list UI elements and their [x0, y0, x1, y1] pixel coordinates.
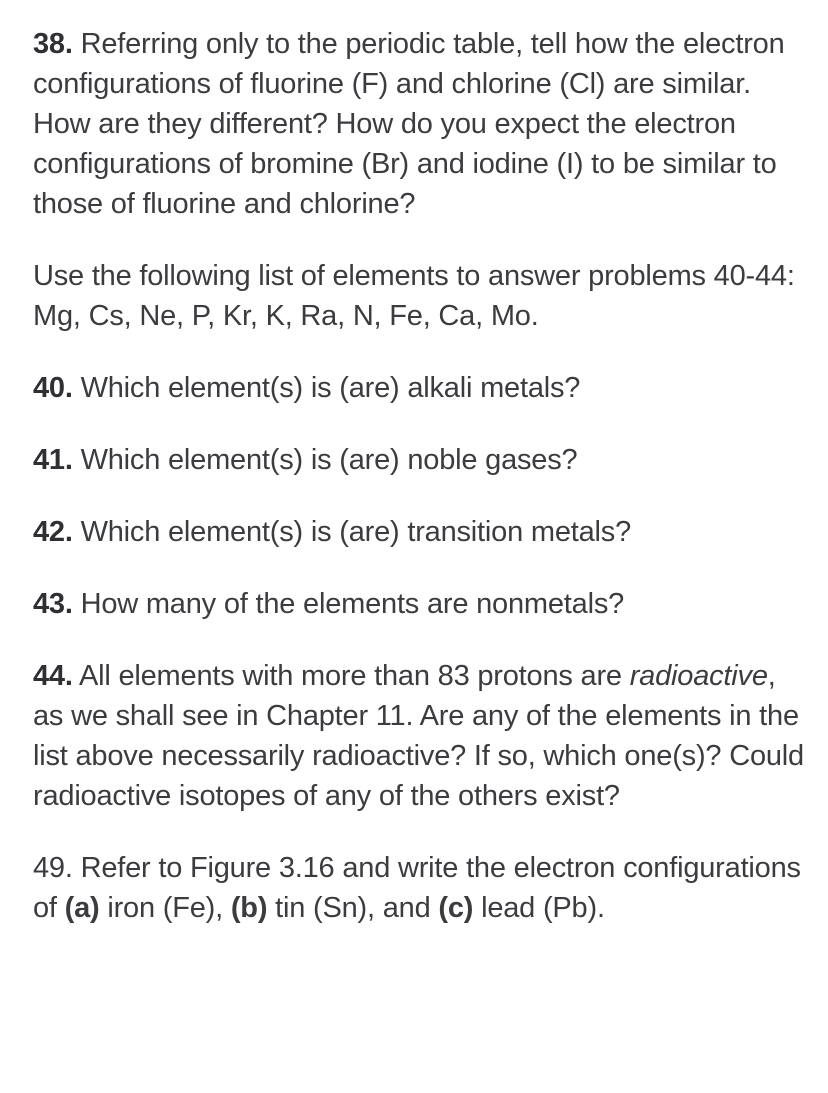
intro-text: Use the following list of elements to answer problems 40-44: Mg, Cs, Ne, P, Kr, K, Ra, N, Fe, Ca, Mo. — [33, 260, 795, 332]
question-38 — [33, 24, 813, 224]
question-40 — [33, 368, 813, 408]
question-text: 49. Refer to Figure 3.16 and write the electron configurations of — [33, 852, 801, 924]
question-number: 40. — [33, 372, 73, 404]
part-label-b: (b) — [230, 892, 268, 924]
question-text: Referring only to the periodic table, tell how the electron configurations of fluorine (F) and chlorine (Cl) are similar. How are they different? How do you expect the electron configurations of bromine (Br) and iodine (I) to be similar to those of fluorine and chlorine? — [33, 28, 785, 220]
question-text: lead (Pb). — [473, 892, 605, 924]
part-label-c: (c) — [438, 892, 474, 924]
question-number: 42. — [33, 516, 73, 548]
question-41 — [33, 440, 813, 480]
question-43 — [33, 584, 813, 624]
question-text: , as we shall see in Chapter 11. Are any of the elements in the list above necessarily radioactive? If so, which one(s)? Could radioactive isotopes of any of the others exist? — [33, 660, 804, 812]
question-number: 38. — [33, 28, 73, 60]
question-number: 41. — [33, 444, 73, 476]
emphasis-radioactive: radioactive — [629, 660, 768, 692]
question-text: Which element(s) is (are) transition metals? — [72, 516, 632, 548]
question-42 — [33, 512, 813, 552]
question-44 — [33, 656, 813, 816]
question-text: iron (Fe), — [99, 892, 231, 924]
question-text: Which element(s) is (are) alkali metals? — [72, 372, 581, 404]
part-label-a: (a) — [64, 892, 100, 924]
document-body — [33, 24, 813, 928]
intro-paragraph — [33, 256, 813, 336]
question-text: tin (Sn), and — [267, 892, 439, 924]
question-number: 44. — [33, 660, 73, 692]
question-text: All elements with more than 83 protons are — [72, 660, 630, 692]
question-number: 43. — [33, 588, 73, 620]
question-49 — [33, 848, 813, 928]
question-text: How many of the elements are nonmetals? — [72, 588, 625, 620]
question-text: Which element(s) is (are) noble gases? — [72, 444, 578, 476]
